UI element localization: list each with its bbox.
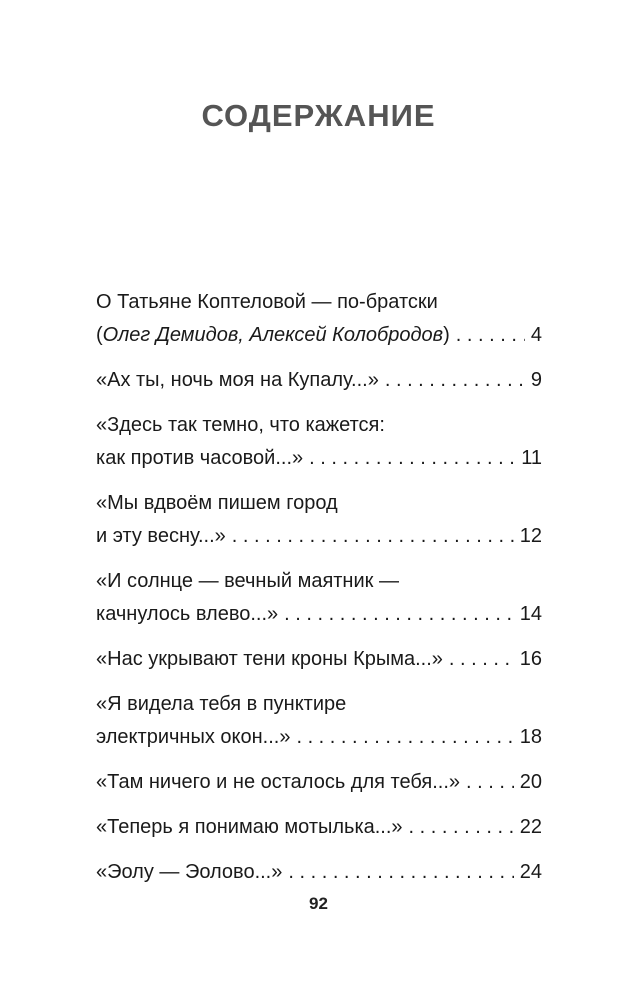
toc-entry — [96, 811, 542, 844]
toc-entry-title: «Ах ты, ночь моя на Купалу...» — [96, 369, 379, 391]
toc-entry — [96, 565, 542, 631]
dot-leader — [449, 643, 514, 676]
toc-entry — [96, 364, 542, 397]
dot-leader — [232, 520, 514, 553]
toc-entry-row — [96, 520, 542, 553]
dot-leader — [456, 319, 525, 352]
toc-entry-row — [96, 721, 542, 754]
toc-entry-row — [96, 811, 542, 844]
paren-open: ( — [96, 324, 103, 346]
toc-entry-row — [96, 856, 542, 889]
toc-entry — [96, 766, 542, 799]
toc-entry — [96, 856, 542, 889]
toc-entry-row — [96, 643, 542, 676]
toc-entry-title-line: «Мы вдвоём пишем город — [96, 492, 338, 514]
toc-page-number: 18 — [519, 726, 542, 748]
toc-entry-row — [96, 319, 542, 352]
dot-leader — [288, 856, 513, 889]
toc-entry-title-line: «Я видела тебя в пунктире — [96, 693, 347, 715]
toc-entry — [96, 643, 542, 676]
toc-entry-title-line: «Здесь так темно, что кажется: — [96, 414, 385, 436]
dot-leader — [409, 811, 514, 844]
dot-leader — [466, 766, 514, 799]
toc-entry-title-line: и эту весну...» — [96, 525, 226, 547]
toc-entry-title-line: О Татьяне Коптеловой — по-братски — [96, 291, 438, 313]
toc-entry-title: «Там ничего и не осталось для тебя...» — [96, 771, 460, 793]
dot-leader — [309, 442, 515, 475]
toc-entry-row — [96, 766, 542, 799]
page-number: 92 — [309, 894, 328, 913]
paren-close: ) — [443, 324, 450, 346]
toc-page-number: 14 — [519, 603, 542, 625]
toc-page-number: 20 — [519, 771, 542, 793]
dot-leader — [284, 598, 514, 631]
toc-entry-title-line: электричных окон...» — [96, 726, 291, 748]
toc-entry-row — [96, 364, 542, 397]
toc-entry-title-line: «И солнце — вечный маятник — — [96, 570, 399, 592]
toc-page-number: 11 — [521, 447, 542, 469]
toc-entry-title-line: качнулось влево...» — [96, 603, 279, 625]
toc-entry-authors: Олег Демидов, Алексей Колобродов — [102, 324, 444, 346]
toc-entry-title: «Нас укрывают тени кроны Крыма...» — [96, 648, 443, 670]
toc-entry-title-line: как против часовой...» — [96, 447, 304, 469]
toc-entry-authors-line — [96, 319, 450, 352]
toc-page-number: 24 — [519, 861, 542, 883]
toc-entry-title: «Эолу — Эолово...» — [96, 861, 283, 883]
toc-page-number: 9 — [530, 369, 542, 391]
toc-page-number: 12 — [519, 525, 542, 547]
toc-page-number: 4 — [530, 324, 542, 346]
toc-entry — [96, 688, 542, 754]
toc-entry — [96, 409, 542, 475]
dot-leader — [296, 721, 513, 754]
toc-page-number: 16 — [519, 648, 542, 670]
toc-entry-row — [96, 598, 542, 631]
toc-entry-row — [96, 442, 542, 475]
toc-page-number: 22 — [519, 816, 542, 838]
table-of-contents — [96, 286, 542, 901]
dot-leader — [385, 364, 525, 397]
page-title: СОДЕРЖАНИЕ — [201, 98, 436, 133]
toc-entry-title: «Теперь я понимаю мотылька...» — [96, 816, 403, 838]
toc-entry — [96, 286, 542, 352]
toc-entry — [96, 487, 542, 553]
